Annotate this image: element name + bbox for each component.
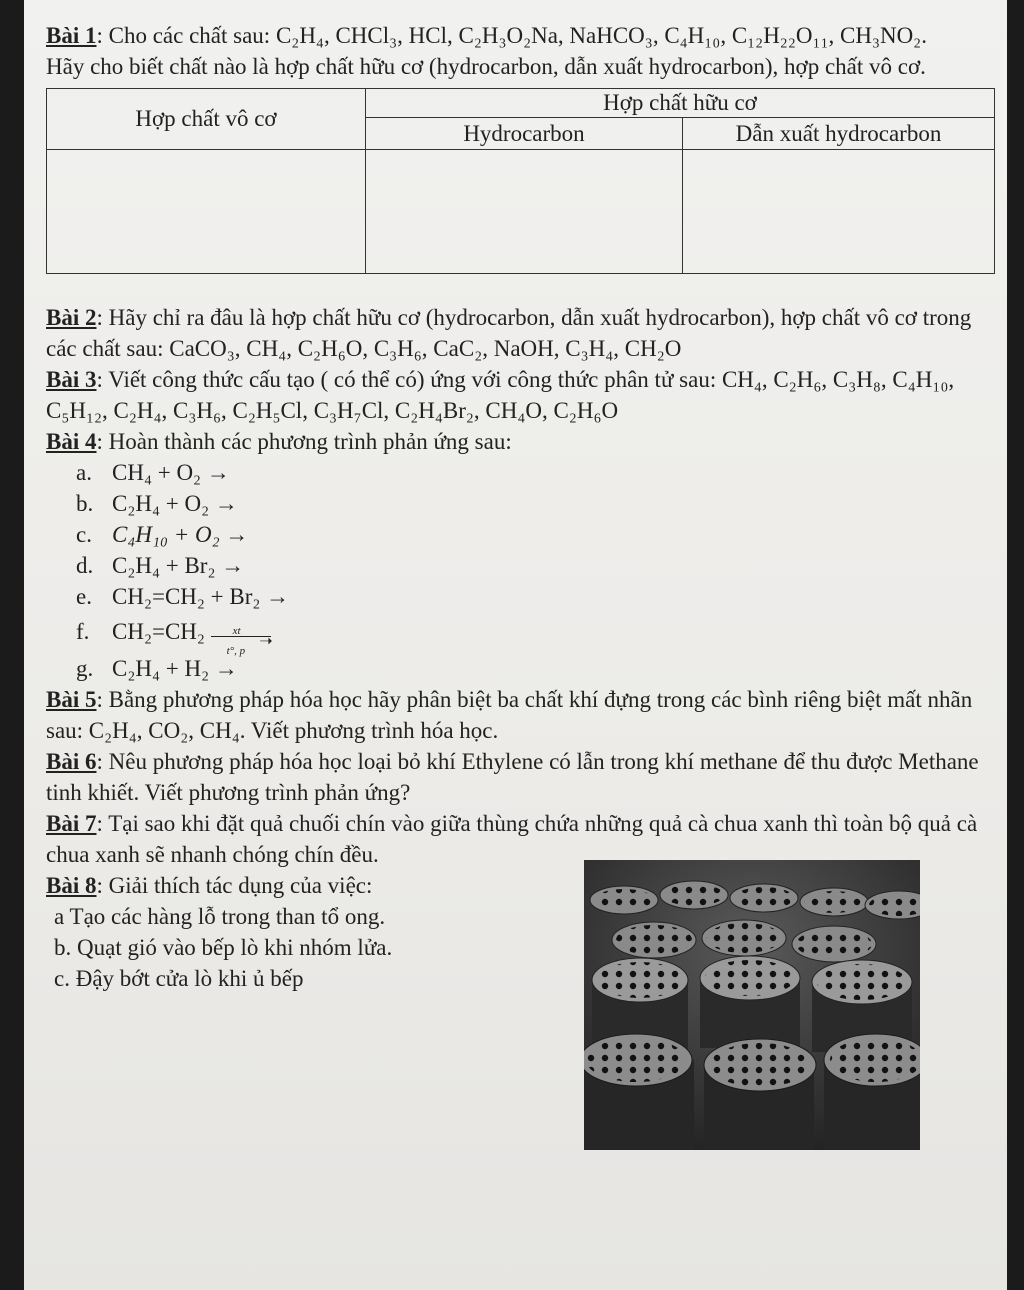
- bai8-item-c: c. Đậy bớt cửa lò khi ủ bếp: [54, 966, 304, 991]
- answer-cell-hydrocarbon[interactable]: [366, 150, 683, 274]
- equation-label: c.: [76, 522, 92, 547]
- equation-a: [76, 457, 996, 488]
- bai8-item-b: b. Quạt gió vào bếp lò khi nhóm lửa.: [54, 935, 393, 960]
- equation-expr: CH₄ + O₂ →: [112, 460, 230, 485]
- bai1-label: Bài 1: [46, 23, 97, 48]
- answer-cell-inorganic[interactable]: [47, 150, 366, 274]
- equation-expr: CH₂=CH₂: [112, 619, 205, 644]
- worksheet-page: [24, 0, 1007, 1290]
- equation-label: e.: [76, 584, 92, 609]
- bai2-paragraph: [46, 302, 996, 364]
- bai4-label: Bài 4: [46, 429, 97, 454]
- equation-label: a.: [76, 460, 92, 485]
- bai8-text-block: [46, 870, 566, 994]
- equation-label: b.: [76, 491, 94, 516]
- bai1-formulas: C₂H₄, CHCl₃, HCl, C₂H₃O₂Na, NaHCO₃, C₄H₁₀, C₁₂H₂₂O₁₁, CH₃NO₂.: [275, 23, 927, 48]
- honeycomb-coal-image: [584, 860, 920, 1150]
- header-derivative: Dẫn xuất hydrocarbon: [683, 118, 995, 150]
- bai4-paragraph: [46, 426, 996, 457]
- bai6-label: Bài 6: [46, 749, 97, 774]
- equation-expr: C₂H₄ + O₂ →: [112, 491, 238, 516]
- bai3-paragraph: [46, 364, 996, 426]
- arrow-condition-label: t°, p: [226, 645, 246, 658]
- bai5-text: : Bằng phương pháp hóa học hãy phân biệt ba chất khí đựng trong các bình riêng biệt mất nhãn sau: C₂H₄, CO₂, CH₄. Viết phương trình hóa học.: [46, 687, 973, 743]
- bai3-label: Bài 3: [46, 367, 97, 392]
- classification-table: [46, 88, 995, 274]
- arrow-catalyst-label: xt: [232, 625, 241, 638]
- bai8-paragraph: [46, 870, 566, 901]
- worksheet-content: [46, 20, 996, 1180]
- equation-expr: C₂H₄ + H₂ →: [112, 656, 238, 681]
- equation-expr: C₂H₄ + Br₂ →: [112, 553, 245, 578]
- equation-d: [76, 550, 996, 581]
- header-hydrocarbon: Hydrocarbon: [366, 118, 683, 150]
- bai7-text: : Tại sao khi đặt quả chuối chín vào giữa thùng chứa những quả cà chua xanh thì toàn bộ quả cà chua xanh sẽ nhanh chóng chín đều.: [46, 811, 978, 867]
- equation-f: [76, 616, 996, 658]
- bai1-paragraph: [46, 20, 996, 51]
- equation-b: [76, 488, 996, 519]
- bai6-text: : Nêu phương pháp hóa học loại bỏ khí Ethylene có lẫn trong khí methane để thu được Methane tinh khiết. Viết phương trình phản ứng?: [46, 749, 979, 805]
- bai8-item-a: a Tạo các hàng lỗ trong than tổ ong.: [54, 904, 386, 929]
- bai5-label: Bài 5: [46, 687, 97, 712]
- equation-expr: C₄H₁₀ + O₂ →: [112, 522, 249, 547]
- bai8-text: : Giải thích tác dụng của việc:: [96, 873, 373, 898]
- bai1-prefix: : Cho các chất sau:: [96, 23, 276, 48]
- bai8-label: Bài 8: [46, 873, 97, 898]
- reaction-arrow: xt ➝ t°, p: [211, 630, 271, 637]
- answer-cell-derivative[interactable]: [683, 150, 995, 274]
- bai6-paragraph: [46, 746, 996, 808]
- bai2-text: : Hãy chỉ ra đâu là hợp chất hữu cơ (hydrocarbon, dẫn xuất hydrocarbon), hợp chất vô cơ trong các chất sau: CaCO₃, CH₄, C₂H₆O, C₃H₆, CaC₂, NaOH, C₃H₄, CH₂O: [46, 305, 972, 361]
- bai5-paragraph: [46, 684, 996, 746]
- bai4-text: : Hoàn thành các phương trình phản ứng sau:: [96, 429, 512, 454]
- equation-c: [76, 519, 996, 550]
- equation-label: g.: [76, 656, 94, 681]
- bai3-text: : Viết công thức cấu tạo ( có thể có) ứng với công thức phân tử sau: CH₄, C₂H₆, C₃H₈, C₄H₁₀, C₅H₁₂, C₂H₄, C₃H₆, C₂H₅Cl, C₃H₇Cl, C₂H₄Br₂, CH₄O, C₂H₆O: [46, 367, 955, 423]
- header-organic: Hợp chất hữu cơ: [366, 89, 995, 118]
- header-inorganic: Hợp chất vô cơ: [47, 89, 366, 150]
- equation-label: f.: [76, 619, 90, 644]
- bai1-question: Hãy cho biết chất nào là hợp chất hữu cơ (hydrocarbon, dẫn xuất hydrocarbon), hợp chất vô cơ.: [46, 54, 926, 79]
- equation-expr: CH₂=CH₂ + Br₂ →: [112, 584, 290, 609]
- equation-e: [76, 581, 996, 612]
- equation-g: [76, 653, 996, 684]
- honeycomb-coal-photo: [584, 860, 920, 1150]
- bai7-label: Bài 7: [46, 811, 97, 836]
- bai8-section: [46, 870, 996, 1180]
- bai2-label: Bài 2: [46, 305, 97, 330]
- equation-label: d.: [76, 553, 94, 578]
